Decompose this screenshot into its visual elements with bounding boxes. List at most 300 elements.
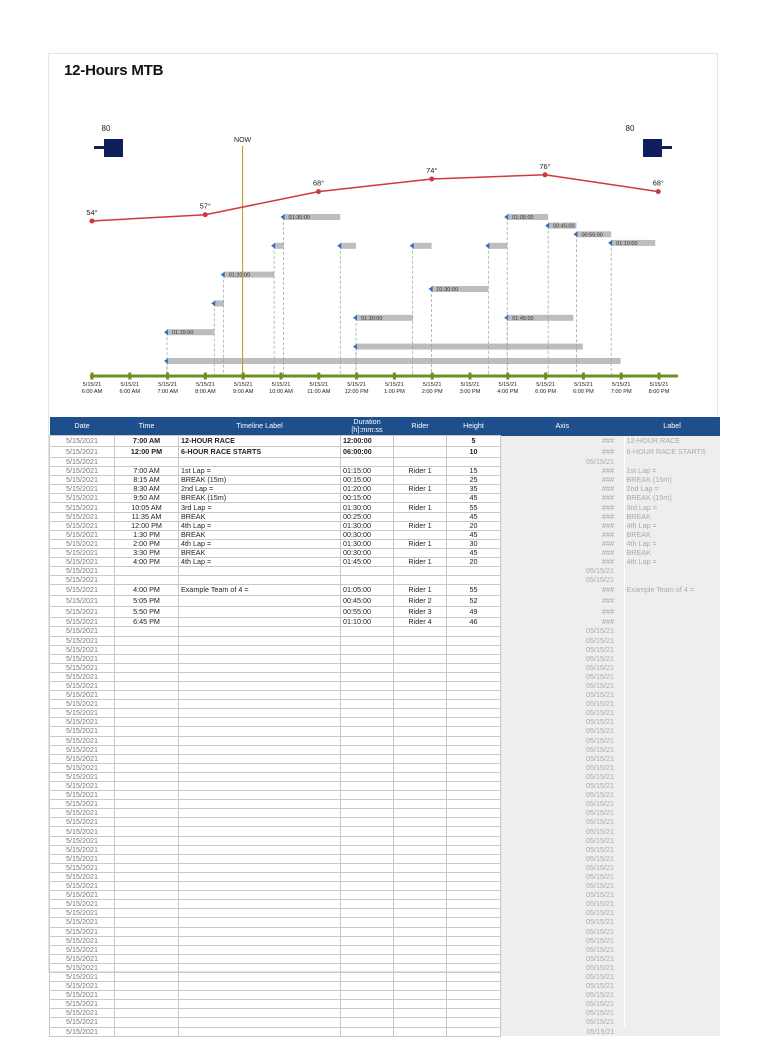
cell-rider[interactable] — [394, 1000, 447, 1009]
cell-time[interactable] — [115, 972, 179, 981]
cell-axis[interactable]: 05/15/21 — [501, 854, 625, 863]
cell-rider[interactable] — [394, 548, 447, 557]
cell-rider[interactable] — [394, 963, 447, 972]
cell-axis[interactable]: 05/15/21 — [501, 700, 625, 709]
cell-rider[interactable]: Rider 1 — [394, 521, 447, 530]
cell-axis[interactable]: 05/15/21 — [501, 736, 625, 745]
cell-date[interactable]: 5/15/2021 — [50, 982, 115, 991]
header-time[interactable]: Time — [115, 417, 179, 436]
cell-label2[interactable] — [625, 700, 720, 709]
cell-rider[interactable] — [394, 972, 447, 981]
cell-label2[interactable] — [625, 982, 720, 991]
cell-height[interactable] — [447, 854, 501, 863]
cell-label[interactable] — [179, 763, 341, 772]
cell-duration[interactable]: 00:45:00 — [341, 596, 394, 607]
cell-time[interactable]: 8:15 AM — [115, 476, 179, 485]
cell-time[interactable] — [115, 700, 179, 709]
cell-rider[interactable]: Rider 3 — [394, 607, 447, 618]
cell-rider[interactable] — [394, 447, 447, 458]
cell-axis[interactable]: 05/15/21 — [501, 1009, 625, 1018]
cell-axis[interactable]: 05/15/21 — [501, 791, 625, 800]
cell-time[interactable] — [115, 576, 179, 585]
cell-time[interactable] — [115, 567, 179, 576]
cell-label[interactable] — [179, 700, 341, 709]
cell-label2[interactable]: 12-HOUR RACE — [625, 436, 720, 447]
cell-label2[interactable] — [625, 827, 720, 836]
cell-date[interactable]: 5/15/2021 — [50, 636, 115, 645]
cell-date[interactable]: 5/15/2021 — [50, 1018, 115, 1027]
cell-time[interactable]: 12:00 PM — [115, 447, 179, 458]
cell-rider[interactable] — [394, 909, 447, 918]
cell-label[interactable] — [179, 1018, 341, 1027]
cell-time[interactable] — [115, 1018, 179, 1027]
cell-height[interactable] — [447, 818, 501, 827]
cell-rider[interactable] — [394, 763, 447, 772]
cell-rider[interactable] — [394, 918, 447, 927]
cell-date[interactable]: 5/15/2021 — [50, 891, 115, 900]
cell-label2[interactable] — [625, 627, 720, 636]
cell-height[interactable] — [447, 736, 501, 745]
cell-height[interactable] — [447, 936, 501, 945]
cell-axis[interactable]: ### — [501, 494, 625, 503]
cell-date[interactable]: 5/15/2021 — [50, 763, 115, 772]
cell-duration[interactable] — [341, 782, 394, 791]
cell-label2[interactable] — [625, 782, 720, 791]
cell-label2[interactable] — [625, 567, 720, 576]
cell-height[interactable] — [447, 458, 501, 467]
cell-height[interactable] — [447, 791, 501, 800]
cell-time[interactable] — [115, 654, 179, 663]
cell-date[interactable]: 5/15/2021 — [50, 954, 115, 963]
cell-rider[interactable] — [394, 458, 447, 467]
cell-date[interactable]: 5/15/2021 — [50, 827, 115, 836]
cell-axis[interactable]: ### — [501, 476, 625, 485]
cell-date[interactable]: 5/15/2021 — [50, 567, 115, 576]
cell-axis[interactable]: 05/15/21 — [501, 882, 625, 891]
cell-label2[interactable] — [625, 954, 720, 963]
cell-rider[interactable]: Rider 1 — [394, 467, 447, 476]
cell-duration[interactable]: 00:30:00 — [341, 530, 394, 539]
cell-duration[interactable] — [341, 772, 394, 781]
cell-label[interactable] — [179, 927, 341, 936]
cell-time[interactable] — [115, 900, 179, 909]
cell-time[interactable] — [115, 645, 179, 654]
cell-label2[interactable] — [625, 772, 720, 781]
cell-duration[interactable] — [341, 458, 394, 467]
cell-date[interactable]: 5/15/2021 — [50, 909, 115, 918]
cell-duration[interactable]: 00:15:00 — [341, 494, 394, 503]
cell-date[interactable]: 5/15/2021 — [50, 809, 115, 818]
cell-label[interactable] — [179, 727, 341, 736]
cell-axis[interactable]: 05/15/21 — [501, 691, 625, 700]
cell-time[interactable] — [115, 727, 179, 736]
cell-axis[interactable]: 05/15/21 — [501, 936, 625, 945]
cell-height[interactable]: 45 — [447, 494, 501, 503]
cell-axis[interactable]: 05/15/21 — [501, 627, 625, 636]
cell-label[interactable]: 4th Lap = — [179, 521, 341, 530]
cell-axis[interactable]: ### — [501, 558, 625, 567]
cell-axis[interactable]: 05/15/21 — [501, 458, 625, 467]
cell-axis[interactable]: 05/15/21 — [501, 891, 625, 900]
cell-date[interactable]: 5/15/2021 — [50, 596, 115, 607]
cell-label[interactable] — [179, 745, 341, 754]
cell-label2[interactable] — [625, 1027, 720, 1036]
cell-axis[interactable]: 05/15/21 — [501, 663, 625, 672]
cell-height[interactable] — [447, 718, 501, 727]
cell-duration[interactable] — [341, 827, 394, 836]
cell-height[interactable] — [447, 827, 501, 836]
cell-duration[interactable] — [341, 809, 394, 818]
cell-height[interactable] — [447, 654, 501, 663]
cell-axis[interactable]: ### — [501, 521, 625, 530]
cell-height[interactable] — [447, 681, 501, 690]
cell-date[interactable]: 5/15/2021 — [50, 745, 115, 754]
cell-rider[interactable] — [394, 836, 447, 845]
cell-duration[interactable]: 01:30:00 — [341, 503, 394, 512]
cell-time[interactable] — [115, 963, 179, 972]
cell-label[interactable] — [179, 458, 341, 467]
cell-date[interactable]: 5/15/2021 — [50, 754, 115, 763]
cell-date[interactable]: 5/15/2021 — [50, 945, 115, 954]
cell-date[interactable]: 5/15/2021 — [50, 530, 115, 539]
cell-label[interactable] — [179, 772, 341, 781]
cell-date[interactable]: 5/15/2021 — [50, 918, 115, 927]
cell-axis[interactable]: ### — [501, 596, 625, 607]
cell-label2[interactable] — [625, 754, 720, 763]
cell-date[interactable]: 5/15/2021 — [50, 700, 115, 709]
cell-duration[interactable] — [341, 818, 394, 827]
cell-rider[interactable] — [394, 663, 447, 672]
cell-label2[interactable] — [625, 991, 720, 1000]
header-axis[interactable]: Axis — [501, 417, 625, 436]
cell-date[interactable]: 5/15/2021 — [50, 963, 115, 972]
cell-axis[interactable]: 05/15/21 — [501, 909, 625, 918]
cell-label[interactable] — [179, 672, 341, 681]
cell-label2[interactable] — [625, 727, 720, 736]
cell-height[interactable] — [447, 727, 501, 736]
cell-date[interactable]: 5/15/2021 — [50, 1009, 115, 1018]
cell-axis[interactable]: ### — [501, 607, 625, 618]
cell-duration[interactable]: 01:20:00 — [341, 485, 394, 494]
cell-height[interactable]: 55 — [447, 503, 501, 512]
cell-duration[interactable] — [341, 636, 394, 645]
cell-duration[interactable] — [341, 1027, 394, 1036]
cell-time[interactable] — [115, 936, 179, 945]
cell-date[interactable]: 5/15/2021 — [50, 800, 115, 809]
cell-duration[interactable] — [341, 567, 394, 576]
cell-axis[interactable]: 05/15/21 — [501, 1018, 625, 1027]
cell-date[interactable]: 5/15/2021 — [50, 476, 115, 485]
cell-rider[interactable] — [394, 672, 447, 681]
cell-duration[interactable] — [341, 663, 394, 672]
cell-height[interactable] — [447, 672, 501, 681]
cell-label2[interactable]: 1st Lap = — [625, 467, 720, 476]
cell-label2[interactable]: 4th Lap = — [625, 539, 720, 548]
cell-time[interactable]: 2:00 PM — [115, 539, 179, 548]
cell-rider[interactable] — [394, 927, 447, 936]
cell-label[interactable] — [179, 945, 341, 954]
cell-time[interactable]: 5:50 PM — [115, 607, 179, 618]
cell-label2[interactable] — [625, 891, 720, 900]
cell-label2[interactable]: BREAK — [625, 530, 720, 539]
cell-label[interactable]: 3rd Lap = — [179, 503, 341, 512]
cell-label[interactable] — [179, 718, 341, 727]
cell-time[interactable] — [115, 800, 179, 809]
cell-label2[interactable]: 4th Lap = — [625, 558, 720, 567]
cell-time[interactable]: 1:30 PM — [115, 530, 179, 539]
cell-height[interactable] — [447, 809, 501, 818]
cell-date[interactable]: 5/15/2021 — [50, 494, 115, 503]
cell-label2[interactable] — [625, 663, 720, 672]
cell-duration[interactable] — [341, 736, 394, 745]
cell-duration[interactable] — [341, 700, 394, 709]
cell-time[interactable] — [115, 772, 179, 781]
cell-label2[interactable]: BREAK (15m) — [625, 476, 720, 485]
cell-label[interactable] — [179, 645, 341, 654]
cell-date[interactable]: 5/15/2021 — [50, 576, 115, 585]
cell-time[interactable] — [115, 891, 179, 900]
cell-date[interactable]: 5/15/2021 — [50, 436, 115, 447]
cell-duration[interactable] — [341, 991, 394, 1000]
cell-label2[interactable] — [625, 736, 720, 745]
cell-label2[interactable] — [625, 576, 720, 585]
cell-date[interactable]: 5/15/2021 — [50, 845, 115, 854]
cell-duration[interactable] — [341, 627, 394, 636]
cell-duration[interactable] — [341, 900, 394, 909]
cell-height[interactable]: 52 — [447, 596, 501, 607]
cell-time[interactable]: 6:45 PM — [115, 618, 179, 627]
cell-label2[interactable] — [625, 691, 720, 700]
cell-rider[interactable] — [394, 772, 447, 781]
cell-axis[interactable]: ### — [501, 618, 625, 627]
cell-rider[interactable] — [394, 818, 447, 827]
cell-label[interactable] — [179, 900, 341, 909]
cell-date[interactable]: 5/15/2021 — [50, 645, 115, 654]
cell-date[interactable]: 5/15/2021 — [50, 736, 115, 745]
cell-duration[interactable] — [341, 863, 394, 872]
cell-label2[interactable] — [625, 654, 720, 663]
cell-time[interactable] — [115, 945, 179, 954]
cell-label[interactable] — [179, 918, 341, 927]
cell-rider[interactable] — [394, 954, 447, 963]
cell-label2[interactable] — [625, 809, 720, 818]
cell-time[interactable]: 8:30 AM — [115, 485, 179, 494]
cell-duration[interactable] — [341, 709, 394, 718]
cell-rider[interactable] — [394, 436, 447, 447]
cell-time[interactable] — [115, 636, 179, 645]
cell-time[interactable]: 10:05 AM — [115, 503, 179, 512]
cell-label[interactable] — [179, 1027, 341, 1036]
cell-height[interactable] — [447, 709, 501, 718]
cell-rider[interactable] — [394, 827, 447, 836]
cell-rider[interactable] — [394, 900, 447, 909]
cell-rider[interactable] — [394, 718, 447, 727]
cell-label[interactable] — [179, 800, 341, 809]
cell-rider[interactable] — [394, 945, 447, 954]
cell-duration[interactable] — [341, 1000, 394, 1009]
cell-axis[interactable]: 05/15/21 — [501, 963, 625, 972]
cell-height[interactable] — [447, 927, 501, 936]
cell-date[interactable]: 5/15/2021 — [50, 772, 115, 781]
cell-label[interactable]: BREAK — [179, 530, 341, 539]
cell-axis[interactable]: 05/15/21 — [501, 567, 625, 576]
cell-height[interactable] — [447, 845, 501, 854]
cell-time[interactable] — [115, 991, 179, 1000]
cell-label[interactable] — [179, 627, 341, 636]
cell-date[interactable]: 5/15/2021 — [50, 585, 115, 596]
cell-time[interactable] — [115, 736, 179, 745]
cell-duration[interactable] — [341, 891, 394, 900]
cell-duration[interactable]: 00:30:00 — [341, 548, 394, 557]
cell-duration[interactable] — [341, 963, 394, 972]
cell-time[interactable] — [115, 882, 179, 891]
cell-height[interactable] — [447, 863, 501, 872]
cell-label[interactable] — [179, 963, 341, 972]
cell-height[interactable] — [447, 900, 501, 909]
cell-label[interactable]: 2nd Lap = — [179, 485, 341, 494]
cell-rider[interactable] — [394, 782, 447, 791]
cell-label2[interactable] — [625, 607, 720, 618]
cell-label2[interactable] — [625, 745, 720, 754]
cell-label[interactable] — [179, 872, 341, 881]
cell-time[interactable] — [115, 818, 179, 827]
cell-height[interactable] — [447, 945, 501, 954]
cell-axis[interactable]: 05/15/21 — [501, 672, 625, 681]
cell-duration[interactable] — [341, 645, 394, 654]
cell-date[interactable]: 5/15/2021 — [50, 558, 115, 567]
cell-label2[interactable] — [625, 618, 720, 627]
cell-date[interactable]: 5/15/2021 — [50, 854, 115, 863]
cell-label2[interactable]: 4th Lap = — [625, 521, 720, 530]
cell-axis[interactable]: 05/15/21 — [501, 836, 625, 845]
cell-rider[interactable]: Rider 1 — [394, 503, 447, 512]
cell-rider[interactable] — [394, 727, 447, 736]
cell-rider[interactable] — [394, 700, 447, 709]
cell-label2[interactable] — [625, 972, 720, 981]
cell-duration[interactable]: 01:10:00 — [341, 618, 394, 627]
cell-duration[interactable] — [341, 754, 394, 763]
cell-rider[interactable] — [394, 872, 447, 881]
cell-label2[interactable] — [625, 918, 720, 927]
cell-label[interactable] — [179, 818, 341, 827]
cell-date[interactable]: 5/15/2021 — [50, 727, 115, 736]
cell-date[interactable]: 5/15/2021 — [50, 447, 115, 458]
cell-duration[interactable]: 00:15:00 — [341, 476, 394, 485]
cell-label[interactable] — [179, 607, 341, 618]
cell-rider[interactable] — [394, 512, 447, 521]
cell-time[interactable]: 4:00 PM — [115, 585, 179, 596]
cell-height[interactable] — [447, 636, 501, 645]
cell-date[interactable]: 5/15/2021 — [50, 836, 115, 845]
cell-duration[interactable] — [341, 745, 394, 754]
cell-label2[interactable] — [625, 596, 720, 607]
cell-axis[interactable]: ### — [501, 585, 625, 596]
cell-height[interactable]: 30 — [447, 539, 501, 548]
cell-label2[interactable] — [625, 709, 720, 718]
cell-height[interactable]: 55 — [447, 585, 501, 596]
cell-label[interactable] — [179, 845, 341, 854]
cell-label2[interactable] — [625, 763, 720, 772]
cell-label[interactable] — [179, 991, 341, 1000]
cell-label2[interactable] — [625, 800, 720, 809]
cell-label2[interactable] — [625, 872, 720, 881]
cell-label2[interactable] — [625, 1018, 720, 1027]
cell-label[interactable]: BREAK — [179, 548, 341, 557]
cell-rider[interactable]: Rider 1 — [394, 539, 447, 548]
cell-time[interactable]: 7:00 AM — [115, 467, 179, 476]
cell-label[interactable]: BREAK — [179, 512, 341, 521]
cell-time[interactable] — [115, 691, 179, 700]
cell-time[interactable] — [115, 458, 179, 467]
cell-rider[interactable] — [394, 854, 447, 863]
cell-label[interactable] — [179, 1000, 341, 1009]
cell-date[interactable]: 5/15/2021 — [50, 503, 115, 512]
header-rider[interactable]: Rider — [394, 417, 447, 436]
cell-date[interactable]: 5/15/2021 — [50, 539, 115, 548]
cell-date[interactable]: 5/15/2021 — [50, 872, 115, 881]
cell-height[interactable] — [447, 754, 501, 763]
cell-axis[interactable]: 05/15/21 — [501, 782, 625, 791]
cell-time[interactable] — [115, 754, 179, 763]
cell-label[interactable]: 4th Lap = — [179, 558, 341, 567]
cell-label2[interactable]: BREAK (15m) — [625, 494, 720, 503]
cell-time[interactable] — [115, 718, 179, 727]
cell-height[interactable]: 25 — [447, 476, 501, 485]
cell-duration[interactable] — [341, 1009, 394, 1018]
cell-axis[interactable]: ### — [501, 539, 625, 548]
cell-time[interactable] — [115, 782, 179, 791]
cell-axis[interactable]: ### — [501, 548, 625, 557]
cell-duration[interactable] — [341, 918, 394, 927]
cell-duration[interactable] — [341, 954, 394, 963]
cell-label[interactable] — [179, 654, 341, 663]
header-height[interactable]: Height — [447, 417, 501, 436]
cell-height[interactable] — [447, 763, 501, 772]
cell-duration[interactable]: 00:25:00 — [341, 512, 394, 521]
cell-duration[interactable] — [341, 691, 394, 700]
cell-height[interactable] — [447, 772, 501, 781]
cell-date[interactable]: 5/15/2021 — [50, 1000, 115, 1009]
cell-height[interactable] — [447, 663, 501, 672]
cell-height[interactable]: 49 — [447, 607, 501, 618]
cell-label[interactable]: 1st Lap = — [179, 467, 341, 476]
cell-axis[interactable]: 05/15/21 — [501, 945, 625, 954]
cell-date[interactable]: 5/15/2021 — [50, 818, 115, 827]
cell-date[interactable]: 5/15/2021 — [50, 681, 115, 690]
cell-rider[interactable] — [394, 1027, 447, 1036]
cell-height[interactable]: 15 — [447, 467, 501, 476]
cell-date[interactable]: 5/15/2021 — [50, 882, 115, 891]
cell-duration[interactable] — [341, 845, 394, 854]
cell-duration[interactable] — [341, 654, 394, 663]
cell-date[interactable]: 5/15/2021 — [50, 627, 115, 636]
cell-label[interactable] — [179, 1009, 341, 1018]
cell-label2[interactable] — [625, 636, 720, 645]
cell-date[interactable]: 5/15/2021 — [50, 512, 115, 521]
cell-duration[interactable] — [341, 982, 394, 991]
cell-duration[interactable]: 01:30:00 — [341, 521, 394, 530]
cell-label[interactable] — [179, 836, 341, 845]
cell-height[interactable] — [447, 576, 501, 585]
cell-height[interactable] — [447, 991, 501, 1000]
cell-rider[interactable] — [394, 709, 447, 718]
cell-date[interactable]: 5/15/2021 — [50, 548, 115, 557]
cell-rider[interactable] — [394, 936, 447, 945]
cell-time[interactable] — [115, 1027, 179, 1036]
cell-time[interactable] — [115, 982, 179, 991]
cell-label2[interactable] — [625, 845, 720, 854]
cell-axis[interactable]: 05/15/21 — [501, 918, 625, 927]
